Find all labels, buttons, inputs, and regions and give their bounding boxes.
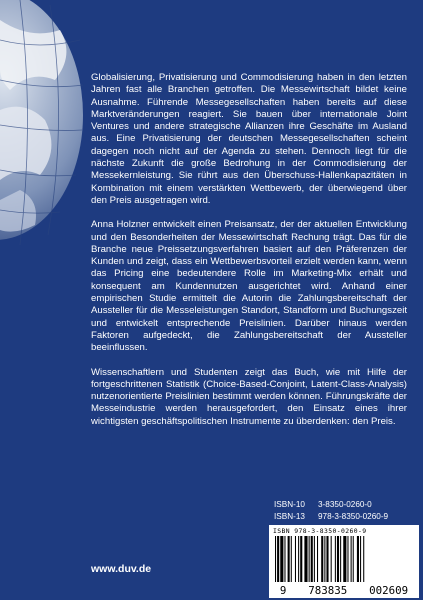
barcode-group-1: 783835 [308,584,348,597]
publisher-website[interactable]: www.duv.de [91,563,152,575]
barcode-bar [295,536,296,582]
barcode-bar [351,536,352,582]
barcode-bar [337,536,339,582]
barcode-bar [360,536,361,582]
barcode-bar [335,536,336,582]
isbn10-row [274,499,419,511]
barcode-digits [269,584,419,597]
barcode-bar [326,536,328,582]
barcode-bar [304,536,307,582]
barcode-bar [347,536,348,582]
barcode-bar [321,536,323,582]
barcode-bar [331,536,332,582]
barcode-bar [340,536,341,582]
barcode-first-digit: 9 [279,584,287,597]
barcode-bar [298,536,299,582]
barcode-bar [284,536,285,582]
barcode-bar [353,536,354,582]
barcode-bar [300,536,302,582]
isbn13-label: ISBN-13 [274,511,305,521]
paragraph-2: Anna Holzner entwickelt einen Preisansatz, der der aktuellen Entwicklung und den Besonderheiten der Messewirtschaft Rechung trägt. Das für die Branche neue Preissetzungsverfahren basiert auf den Präferenzen der Kunden und zeigt, dass ein Wettbewerbsvorteil erzielt werden kann, wenn das Pricing eine bedeutendere Rolle im Marketing-Mix erhält und konsequent am Kundennutzen ausgerichtet wird. Anhand einer empirischen Studie ermittelt die Autorin die Zahlungsbereitschaft der Aussteller für die Messeleistungen Standort, Standform und Buchungszeit und entwickelt entsprechende Preislinien. Darüber hinaus werden Faktoren aufgedeckt, die Zahlungsbereitschaft der Aussteller beeinflussen. [91,219,407,354]
back-cover-text [91,72,407,440]
barcode-bar [277,536,279,582]
barcode-bar [317,536,318,582]
isbn-block [274,499,419,522]
globe-image [0,0,85,250]
barcode-group-2: 002609 [369,584,409,597]
barcode-bar [291,536,292,582]
isbn10-value: 3-8350-0260-0 [318,500,372,509]
barcode-bar [314,536,315,582]
barcode-bar [275,536,276,582]
isbn13-value: 978-3-8350-0260-9 [318,511,389,521]
barcode-bar [280,536,283,582]
isbn13-row [274,511,419,523]
barcode-bar [357,536,359,582]
barcode-bar [363,536,364,582]
barcode-bars [273,536,415,582]
barcode-bar [311,536,313,582]
barcode-top-text: ISBN 978-3-8350-0260-9 [273,527,367,535]
barcode-bar [324,536,325,582]
isbn10-label: ISBN-10 [274,500,305,509]
barcode-bar [343,536,346,582]
paragraph-3: Wissenschaftlern und Studenten zeigt das Buch, wie mit Hilfe der fortgeschrittenen Statistik (Choice-Based-Conjoint, Latent-Class-Analysis) nutzenorientierte Preislinien bestimmt werden können. Führungskräfte der Messeindustrie werden herausgefordert, den Einsatz eines ihrer wichtigsten geschäftspolitischen Instrumente zu überdenken: den Preis. [91,366,407,427]
barcode [269,525,419,598]
barcode-bar [288,536,290,582]
paragraph-1: Globalisierung, Privatisierung und Commodisierung haben in den letzten Jahren fast alle Branchen getroffen. Die Messewirtschaft bildet keine Ausnahme. Führende Messegesellschaften haben bereits auf diese Marktveränderungen reagiert. Sie bauen über internationale Joint Ventures und andere strategische Allianzen ihre Geschäfte im Ausland aus. Eine Privatisierung der deutschen Messegesellschaften scheint dagegen noch nicht auf der Agenda zu stehen. Dennoch liegt für die nächste Zukunft die große Bedrohung in der Commodisierung der Messekernleistung. Sie rührt aus den Überschuss-Hallenkapazitäten in Kombination mit einem verstärkten Wettbewerb, der überwiegend über den Preis ausgetragen wird. [91,72,407,206]
barcode-bar [309,536,310,582]
